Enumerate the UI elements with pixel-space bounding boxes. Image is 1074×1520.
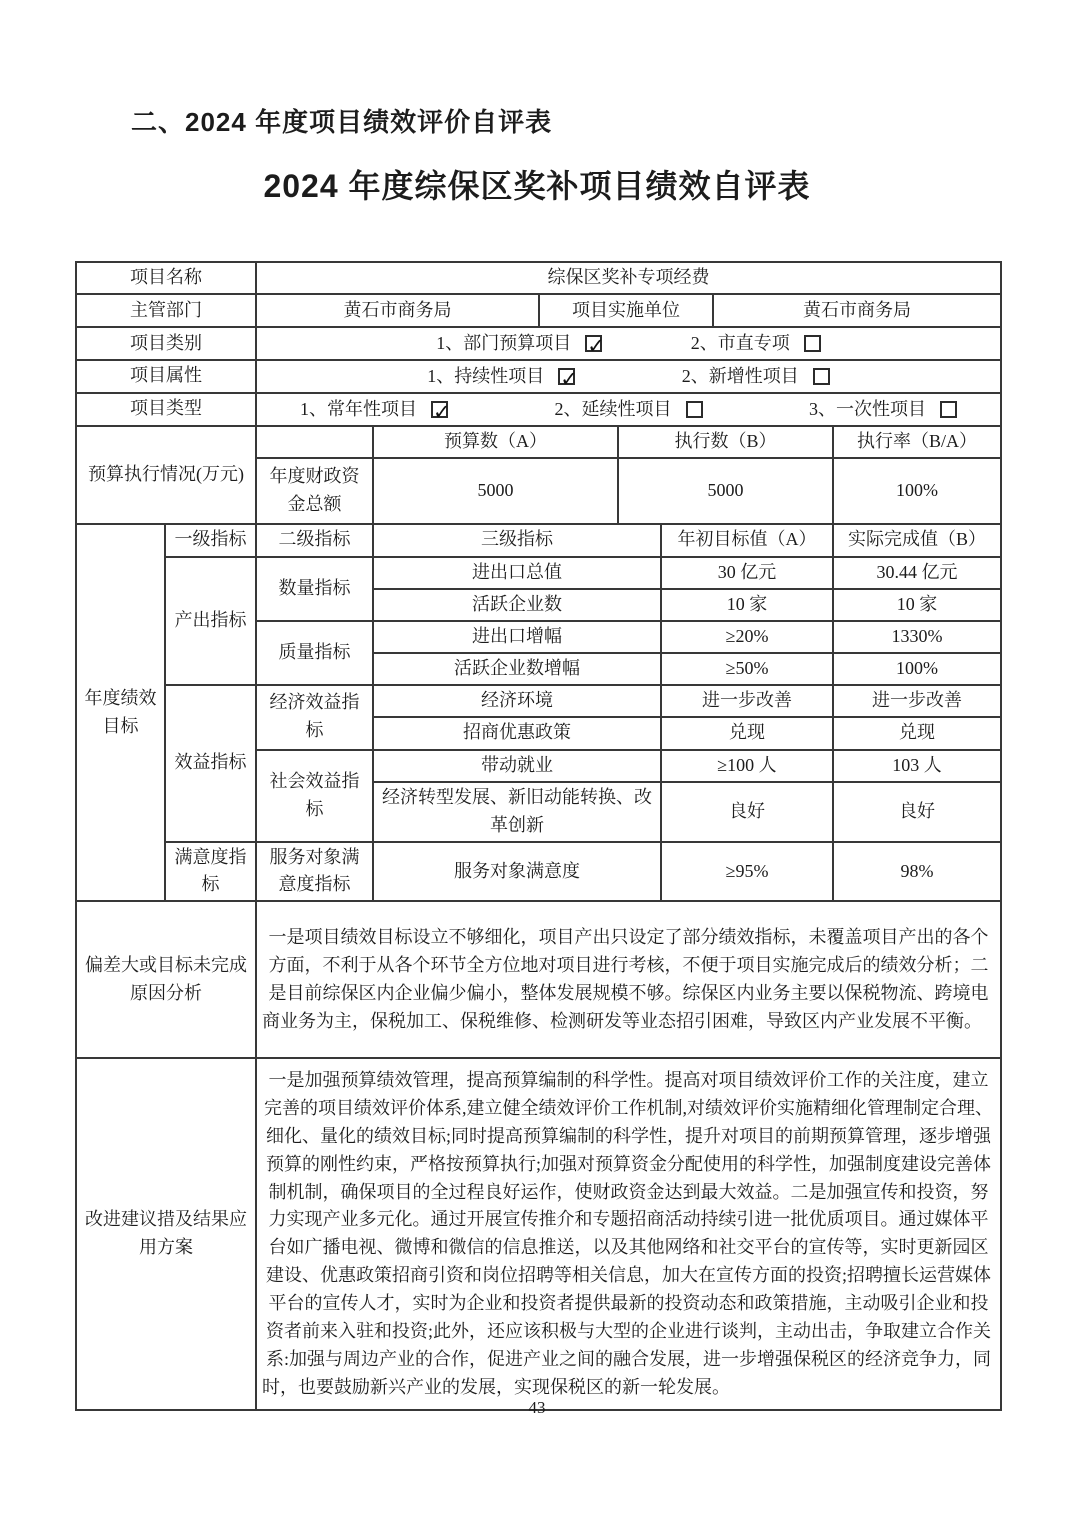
actual-value: 1330% xyxy=(833,621,1001,653)
actual-value: 10 家 xyxy=(833,589,1001,621)
table-row xyxy=(76,393,1001,426)
budget-row-label: 年度财政资金总额 xyxy=(256,458,373,524)
implementing-unit-label: 项目实施单位 xyxy=(539,294,713,327)
implementing-unit-value: 黄石市商务局 xyxy=(713,294,1001,327)
table-row xyxy=(76,327,1001,360)
option-label: 2、新增性项目 xyxy=(681,365,799,386)
budget-col-header: 执行数（B） xyxy=(618,426,833,458)
target-value: 30 亿元 xyxy=(661,557,833,589)
level2-indicator: 社会效益指标 xyxy=(256,750,373,842)
checkbox-unchecked-icon[interactable] xyxy=(940,401,957,418)
table-title: 2024 年度综保区奖补项目绩效自评表 xyxy=(263,168,811,204)
option-label: 1、部门预算项目 xyxy=(436,333,572,354)
actual-value: 98% xyxy=(833,842,1001,902)
target-value: 兑现 xyxy=(661,717,833,750)
option-extended-project xyxy=(555,396,805,424)
checkbox-checked-icon[interactable]: ✓ xyxy=(587,334,605,359)
department-value: 黄石市商务局 xyxy=(256,294,539,327)
budget-col-header: 执行率（B/A） xyxy=(833,426,1001,458)
empty-cell xyxy=(256,426,373,458)
target-value: ≥20% xyxy=(661,621,833,653)
perf-header: 一级指标 xyxy=(165,524,256,557)
table-row xyxy=(76,360,1001,393)
checkbox-unchecked-icon[interactable] xyxy=(686,401,703,418)
level2-indicator: 经济效益指标 xyxy=(256,685,373,750)
level3-indicator: 进出口总值 xyxy=(373,557,661,589)
perf-header: 二级指标 xyxy=(256,524,373,557)
level3-indicator: 活跃企业数增幅 xyxy=(373,653,661,685)
option-new-project xyxy=(682,363,830,391)
category-options xyxy=(256,327,1001,360)
target-value: 良好 xyxy=(661,782,833,842)
checkbox-unchecked-icon[interactable] xyxy=(813,368,830,385)
budget-value: 5000 xyxy=(618,458,833,524)
target-value: 进一步改善 xyxy=(661,685,833,717)
level3-indicator: 经济转型发展、新旧动能转换、改革创新 xyxy=(373,782,661,842)
option-label: 1、持续性项目 xyxy=(427,365,545,386)
budget-value: 5000 xyxy=(373,458,618,524)
option-perennial-project xyxy=(300,396,550,424)
option-label: 3、一次性项目 xyxy=(809,398,927,419)
option-continuous-project xyxy=(427,363,677,391)
level3-indicator: 经济环境 xyxy=(373,685,661,717)
section-heading: 二、2024 年度项目绩效评价自评表 xyxy=(131,107,553,137)
self-evaluation-table xyxy=(75,261,1002,1411)
level3-indicator: 进出口增幅 xyxy=(373,621,661,653)
level3-indicator: 服务对象满意度 xyxy=(373,842,661,902)
department-label: 主管部门 xyxy=(76,294,256,327)
improvement-text: 一是加强预算绩效管理，提高预算编制的科学性。提高对项目绩效评价工作的关注度，建立完善的项目绩效评价体系,建立健全绩效评价工作机制,对绩效评价实施精细化管理制定合理、细化、量化的绩效目标;同时提高预算编制的科学性，提升对项目的前期预算管理，逐步增强预算的刚性约束，严格按预算执行;加强对预算资金分配使用的科学性，加强制度建设完善体制机制，确保项目的全过程良好运作，使财政资金达到最大效益。二是加强宣传和投资，努力实现产业多元化。通过开展宣传推介和专题招商活动持续引进一批优质项目。通过媒体平台如广播电视、微博和微信的信息推送，以及其他网络和社交平台的宣传等，实时更新园区建设、优惠政策招商引资和岗位招聘等相关信息，加大在宣传方面的投资;招聘擅长运营媒体平台的宣传人才，实时为企业和投资者提供最新的投资动态和政策措施，主动吸引企业和投资者前来入驻和投资;此外，还应该积极与大型的企业进行谈判，主动出击，争取建立合作关系:加强与周边产业的合作，促进产业之间的融合发展，进一步增强保税区的经济竞争力，同时，也要鼓励新兴产业的发展，实现保税区的新一轮发展。 xyxy=(256,1058,1001,1410)
budget-col-header: 预算数（A） xyxy=(373,426,618,458)
perf-header: 实际完成值（B） xyxy=(833,524,1001,557)
page-number: 43 xyxy=(528,1398,546,1417)
category-label: 项目类别 xyxy=(76,327,256,360)
level3-indicator: 带动就业 xyxy=(373,750,661,782)
project-name-label: 项目名称 xyxy=(76,262,256,294)
table-row xyxy=(76,1058,1001,1410)
table-row xyxy=(76,557,1001,589)
table-row xyxy=(76,294,1001,327)
attribute-options xyxy=(256,360,1001,393)
option-dept-budget-project xyxy=(436,330,686,358)
option-label: 2、延续性项目 xyxy=(554,398,672,419)
table-row xyxy=(76,685,1001,717)
table-row xyxy=(76,901,1001,1058)
budget-section-label: 预算执行情况(万元) xyxy=(76,426,256,524)
option-label: 2、市直专项 xyxy=(690,333,790,354)
table-row xyxy=(76,426,1001,458)
actual-value: 进一步改善 xyxy=(833,685,1001,717)
option-one-time-project xyxy=(809,396,957,424)
level1-indicator: 满意度指标 xyxy=(165,842,256,902)
target-value: 10 家 xyxy=(661,589,833,621)
checkbox-checked-icon[interactable]: ✓ xyxy=(433,400,451,425)
actual-value: 100% xyxy=(833,653,1001,685)
deviation-label: 偏差大或目标未完成原因分析 xyxy=(76,901,256,1058)
table-row xyxy=(76,262,1001,294)
improvement-label: 改进建议措及结果应用方案 xyxy=(76,1058,256,1410)
target-value: ≥100 人 xyxy=(661,750,833,782)
actual-value: 良好 xyxy=(833,782,1001,842)
actual-value: 103 人 xyxy=(833,750,1001,782)
target-value: ≥50% xyxy=(661,653,833,685)
actual-value: 30.44 亿元 xyxy=(833,557,1001,589)
table-row xyxy=(76,842,1001,902)
table-row xyxy=(76,524,1001,557)
perf-header: 年初目标值（A） xyxy=(661,524,833,557)
perf-header: 三级指标 xyxy=(373,524,661,557)
budget-value: 100% xyxy=(833,458,1001,524)
level2-indicator: 质量指标 xyxy=(256,621,373,685)
project-name-value: 综保区奖补专项经费 xyxy=(256,262,1001,294)
actual-value: 兑现 xyxy=(833,717,1001,750)
level2-indicator: 数量指标 xyxy=(256,557,373,621)
checkbox-checked-icon[interactable]: ✓ xyxy=(560,367,578,392)
level2-indicator: 服务对象满意度指标 xyxy=(256,842,373,902)
deviation-text: 一是项目绩效目标设立不够细化，项目产出只设定了部分绩效指标，未覆盖项目产出的各个方面，不利于从各个环节全方位地对项目进行考核，不便于项目实施完成后的绩效分析；二是目前综保区内企业偏少偏小，整体发展规模不够。综保区内业务主要以保税物流、跨境电商业务为主，保税加工、保税维修、检测研发等业态招引困难，导致区内产业发展不平衡。 xyxy=(256,901,1001,1058)
option-city-special xyxy=(691,330,821,358)
performance-section-label: 年度绩效目标 xyxy=(76,524,165,902)
level1-indicator: 产出指标 xyxy=(165,557,256,685)
type-label: 项目类型 xyxy=(76,393,256,426)
type-options xyxy=(256,393,1001,426)
level3-indicator: 招商优惠政策 xyxy=(373,717,661,750)
level3-indicator: 活跃企业数 xyxy=(373,589,661,621)
option-label: 1、常年性项目 xyxy=(300,398,418,419)
attribute-label: 项目属性 xyxy=(76,360,256,393)
level1-indicator: 效益指标 xyxy=(165,685,256,842)
checkbox-unchecked-icon[interactable] xyxy=(804,335,821,352)
target-value: ≥95% xyxy=(661,842,833,902)
